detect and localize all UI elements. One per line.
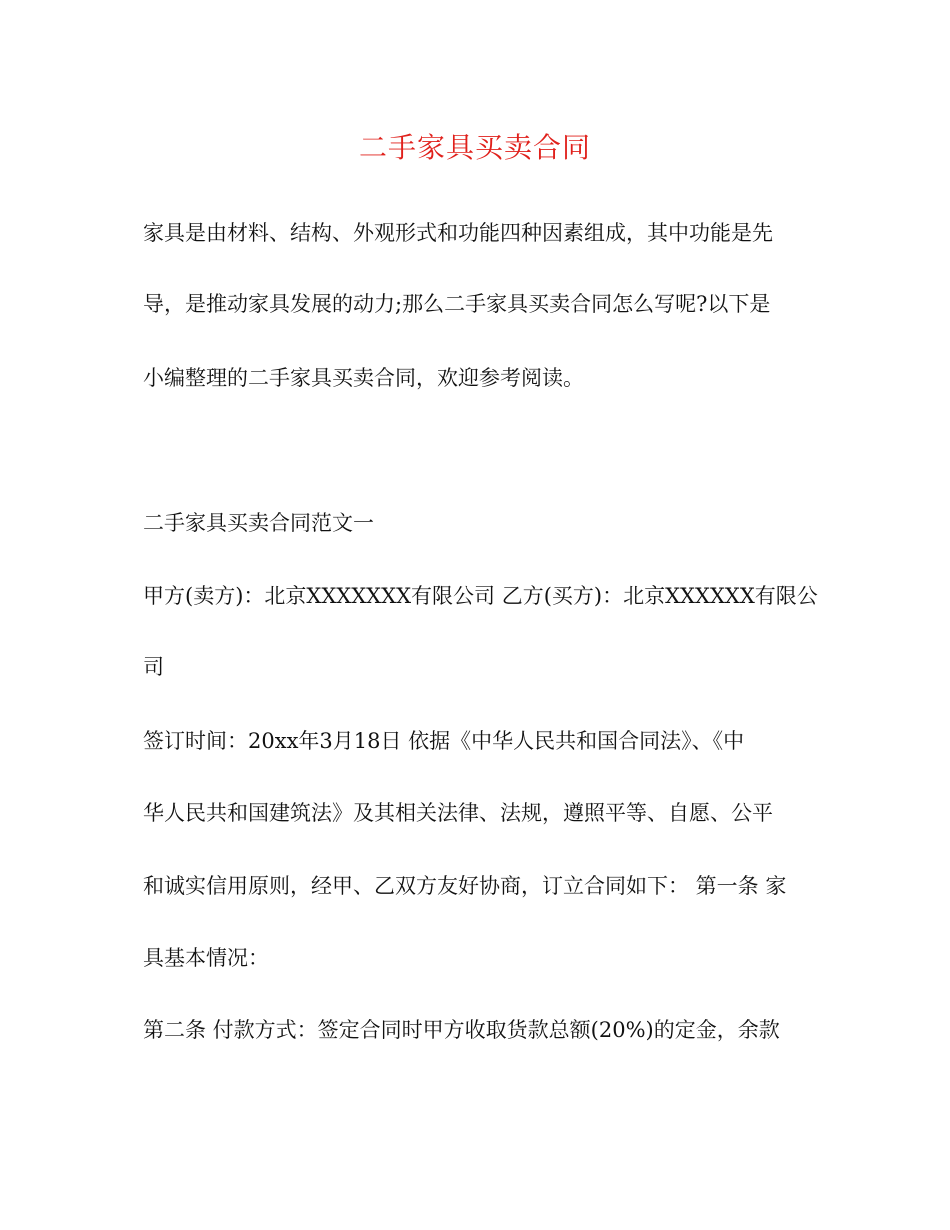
paragraph-line: 华人民共和国建筑法》及其相关法律、法规，遵照平等、自愿、公平 <box>143 801 773 825</box>
paragraph-line: 小编整理的二手家具买卖合同，欢迎参考阅读。 <box>143 366 584 390</box>
paragraph-line: 签订时间：20xx年3月18日 依据《中华人民共和国合同法》、《中 <box>143 729 745 753</box>
paragraph-line: 甲方(卖方)：北京XXXXXXX有限公司 乙方(买方)：北京XXXXXX有限公 <box>143 584 818 608</box>
section-heading: 二手家具买卖合同范文一 <box>143 511 374 535</box>
paragraph-line: 第二条 付款方式：签定合同时甲方收取货款总额(20%)的定金，余款 <box>143 1018 780 1042</box>
paragraph-line: 司 <box>143 655 164 679</box>
document-title: 二手家具买卖合同 <box>358 131 591 164</box>
paragraph-line: 和诚实信用原则，经甲、乙双方友好协商，订立合同如下： 第一条 家 <box>143 874 787 898</box>
paragraph-line: 具基本情况： <box>143 946 269 970</box>
paragraph-line: 家具是由材料、结构、外观形式和功能四种因素组成，其中功能是先 <box>143 221 773 245</box>
paragraph-line: 导，是推动家具发展的动力;那么二手家具买卖合同怎么写呢?以下是 <box>143 292 771 316</box>
